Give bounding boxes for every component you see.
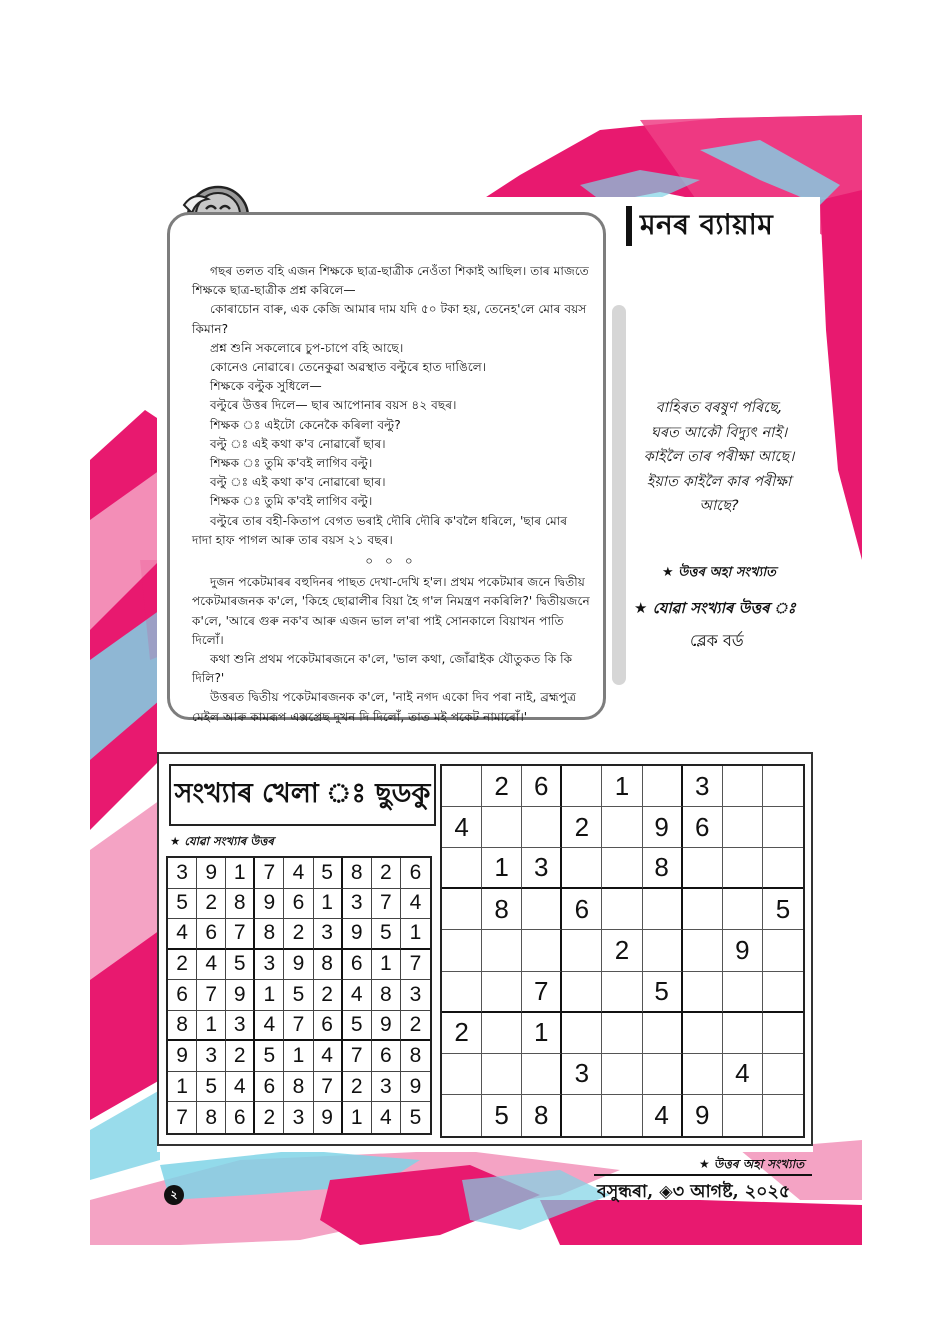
solution-cell: 2 <box>372 858 401 889</box>
sudoku-cell[interactable] <box>602 1054 642 1095</box>
solution-cell: 2 <box>197 889 226 920</box>
sudoku-cell[interactable] <box>763 1013 803 1054</box>
sudoku-cell[interactable] <box>562 848 602 889</box>
sudoku-cell[interactable] <box>562 1013 602 1054</box>
solution-cell: 5 <box>197 1072 226 1103</box>
sudoku-cell[interactable]: 4 <box>643 1095 683 1136</box>
sudoku-cell[interactable]: 8 <box>522 1095 562 1136</box>
sudoku-cell[interactable] <box>602 848 642 889</box>
solution-cell: 2 <box>284 919 313 950</box>
joke-paragraph: কোৰাচোন বাৰু, এক কেজি আমাৰ দাম যদি ৫০ টকা হয়, তেনেহ'লে মোৰ বয়স কিমান? <box>192 302 587 336</box>
sudoku-cell[interactable]: 3 <box>522 848 562 889</box>
solution-cell: 7 <box>255 858 284 889</box>
joke-paragraph: দুজন পকেটমাৰৰ বহুদিনৰ পাছত দেখা-দেখি হ'ল। প্ৰথম পকেটমাৰ জনে দ্বিতীয় পকেটমাৰজনক ক'লে, 'কিহে ছোৱালীৰ বিয়া হৈ গ'ল নিমন্ত্ৰণ নকৰিলি?' দ্বিতীয়জনে ক'লে, 'আৰে গুৰু নক'ব আৰু এজন ভাল ল'ৰা পাই সোনকালে বিয়াখন পাতি দিলোঁ। <box>192 575 590 647</box>
sudoku-cell[interactable] <box>442 766 482 807</box>
sudoku-cell[interactable]: 3 <box>562 1054 602 1095</box>
sudoku-cell[interactable]: 1 <box>522 1013 562 1054</box>
solution-cell: 2 <box>168 950 197 981</box>
previous-answer-label: ★ যোৱা সংখ্যাৰ উত্তৰ ঃ <box>634 599 796 617</box>
solution-cell: 6 <box>226 1102 255 1133</box>
sudoku-cell[interactable] <box>763 972 803 1013</box>
sudoku-cell[interactable]: 1 <box>602 766 642 807</box>
joke-separator: ০ ০ ০ <box>365 554 417 569</box>
sudoku-cell[interactable] <box>602 972 642 1013</box>
solution-cell: 2 <box>255 1102 284 1133</box>
sudoku-cell[interactable] <box>643 889 683 930</box>
sudoku-cell[interactable] <box>442 930 482 971</box>
solution-cell: 1 <box>343 1102 372 1133</box>
sudoku-cell[interactable]: 9 <box>683 1095 723 1136</box>
solution-cell: 8 <box>372 980 401 1011</box>
sudoku-cell[interactable] <box>602 1095 642 1136</box>
solution-cell: 7 <box>226 919 255 950</box>
puzzle-title: সংখ্যাৰ খেলা ঃ ছুডকু <box>169 764 436 826</box>
solution-cell: 9 <box>255 889 284 920</box>
side-divider-bar <box>612 305 626 685</box>
joke-paragraph: প্ৰশ্ন শুনি সকলোৰে চুপ-চাপে বহি আছে। <box>210 340 404 355</box>
sudoku-cell[interactable] <box>602 807 642 848</box>
solution-cell: 9 <box>226 980 255 1011</box>
solution-cell: 1 <box>284 1041 313 1072</box>
solution-cell: 6 <box>284 889 313 920</box>
sudoku-cell[interactable] <box>683 930 723 971</box>
solution-cell: 5 <box>372 919 401 950</box>
joke-text <box>192 262 590 727</box>
sudoku-cell[interactable]: 9 <box>723 930 763 971</box>
sudoku-cell[interactable]: 4 <box>442 807 482 848</box>
sudoku-cell[interactable] <box>442 1095 482 1136</box>
riddle-line: ইয়াত কাইলৈ কাৰ পৰীক্ষা <box>646 473 792 490</box>
puzzle-answer-note: ★ উত্তৰ অহা সংখ্যাত <box>699 1157 805 1171</box>
sudoku-cell[interactable]: 2 <box>562 807 602 848</box>
page-number: ২ <box>164 1185 184 1205</box>
solution-cell: 3 <box>168 858 197 889</box>
solution-cell: 3 <box>226 1011 255 1042</box>
solution-cell: 3 <box>343 889 372 920</box>
riddle-line: কাইলৈ তাৰ পৰীক্ষা আছে। <box>643 449 795 465</box>
solution-cell: 4 <box>226 1072 255 1103</box>
solution-cell: 9 <box>168 1041 197 1072</box>
previous-answer: ব্লেক বৰ্ড <box>690 631 744 650</box>
sudoku-cell[interactable] <box>442 889 482 930</box>
solution-cell: 8 <box>284 1072 313 1103</box>
sudoku-cell[interactable]: 5 <box>482 1095 522 1136</box>
solution-cell: 4 <box>401 889 430 920</box>
riddle-answer-note: ★ উত্তৰ অহা সংখ্যাত <box>662 565 776 580</box>
solution-cell: 8 <box>343 858 372 889</box>
riddle-line: বাহিৰত বৰষুণ পৰিছে, <box>655 400 783 416</box>
sudoku-cell[interactable] <box>562 972 602 1013</box>
solution-cell: 5 <box>409 1105 422 1129</box>
sudoku-cell[interactable]: 6 <box>683 807 723 848</box>
sudoku-cell[interactable] <box>442 1054 482 1095</box>
joke-paragraph: গছৰ তলত বহি এজন শিক্ষকে ছাত্ৰ-ছাত্ৰীক নেওঁতা শিকাই আছিল। তাৰ মাজতে শিক্ষকে ছাত্ৰ-ছাত্ৰীক প্ৰশ্ন কৰিলে— <box>192 264 589 298</box>
publication-line: বসুন্ধৰা, ◈৩ আগষ্ট, ২০২৫ <box>597 1182 791 1202</box>
solution-cell: 8 <box>197 1102 226 1133</box>
joke-paragraph: কোনেও নোৱাৰে। তেনেকুৱা অৱস্থাত বল্টুৰে হাত দাঙিলে। <box>210 360 487 375</box>
solution-cell: 2 <box>314 980 343 1011</box>
sudoku-cell[interactable] <box>482 1054 522 1095</box>
sudoku-cell[interactable] <box>723 848 763 889</box>
sudoku-cell[interactable] <box>482 807 522 848</box>
sudoku-cell[interactable] <box>723 766 763 807</box>
sudoku-cell[interactable] <box>643 1054 683 1095</box>
joke-paragraph: শিক্ষক ঃ এইটো কেনেকৈ কৰিলা বল্টু? <box>210 417 401 432</box>
riddle-line: আছে? <box>699 498 739 514</box>
sudoku-cell[interactable] <box>442 972 482 1013</box>
sudoku-cell[interactable] <box>643 1013 683 1054</box>
sudoku-cell[interactable] <box>562 930 602 971</box>
sudoku-cell[interactable] <box>482 1013 522 1054</box>
sudoku-cell[interactable]: 7 <box>522 972 562 1013</box>
sudoku-cell[interactable]: 4 <box>723 1054 763 1095</box>
sudoku-cell[interactable]: 5 <box>643 972 683 1013</box>
solution-cell: 8 <box>255 919 284 950</box>
solution-cell: 6 <box>168 980 197 1011</box>
solution-cell: 7 <box>284 1011 313 1042</box>
solution-cell: 3 <box>284 1102 313 1133</box>
sudoku-cell[interactable]: 8 <box>482 889 522 930</box>
sudoku-cell[interactable] <box>763 807 803 848</box>
solution-cell: 2 <box>343 1072 372 1103</box>
sudoku-cell[interactable] <box>562 766 602 807</box>
sudoku-cell[interactable] <box>442 848 482 889</box>
solution-cell: 5 <box>284 980 313 1011</box>
sudoku-cell[interactable]: 6 <box>562 889 602 930</box>
solution-cell: 1 <box>197 1011 226 1042</box>
sudoku-cell[interactable] <box>683 1013 723 1054</box>
sudoku-cell[interactable] <box>763 1054 803 1095</box>
sudoku-cell[interactable] <box>723 807 763 848</box>
sudoku-cell[interactable] <box>723 972 763 1013</box>
riddle-line: ঘৰত আকৌ বিদ্যুৎ নাই। <box>650 424 788 441</box>
solution-cell: 8 <box>168 1011 197 1042</box>
solution-cell: 5 <box>168 889 197 920</box>
joke-paragraph: শিক্ষক ঃ তুমি ক'বই লাগিব বল্টু। <box>210 494 373 509</box>
solution-cell: 7 <box>314 1072 343 1103</box>
sudoku-cell[interactable] <box>683 848 723 889</box>
sudoku-cell[interactable] <box>763 1095 803 1136</box>
sudoku-cell[interactable] <box>562 1095 602 1136</box>
sudoku-cell[interactable] <box>683 889 723 930</box>
solution-cell: 9 <box>372 1011 401 1042</box>
solution-cell: 6 <box>401 858 430 889</box>
solution-cell: 7 <box>343 1041 372 1072</box>
sudoku-cell[interactable] <box>643 766 683 807</box>
solution-cell: 7 <box>401 950 430 981</box>
solution-cell: 3 <box>255 950 284 981</box>
sudoku-cell[interactable] <box>602 889 642 930</box>
solution-cell: 4 <box>372 1102 401 1133</box>
solution-cell: 9 <box>284 950 313 981</box>
sudoku-cell[interactable] <box>643 930 683 971</box>
solution-cell: 2 <box>226 1041 255 1072</box>
solution-cell: 6 <box>343 950 372 981</box>
sudoku-cell[interactable]: 2 <box>482 766 522 807</box>
solution-cell: 1 <box>168 1072 197 1103</box>
sudoku-cell[interactable] <box>482 972 522 1013</box>
solution-cell: 3 <box>197 1041 226 1072</box>
sudoku-cell[interactable] <box>723 1013 763 1054</box>
solution-cell: 8 <box>314 950 343 981</box>
solution-cell: 8 <box>226 889 255 920</box>
solution-cell: 4 <box>255 1011 284 1042</box>
solution-cell: 8 <box>401 1041 430 1072</box>
solution-cell: 1 <box>255 980 284 1011</box>
sudoku-cell[interactable]: 6 <box>522 766 562 807</box>
sudoku-cell[interactable] <box>602 1013 642 1054</box>
joke-paragraph: শিক্ষকে বল্টুক সুধিলে— <box>210 379 322 394</box>
solution-cell: 9 <box>314 1102 343 1133</box>
solution-cell: 4 <box>168 919 197 950</box>
sudoku-cell[interactable]: 8 <box>643 848 683 889</box>
sudoku-cell[interactable] <box>763 766 803 807</box>
title-accent-bar <box>626 206 632 246</box>
solution-cell: 6 <box>372 1041 401 1072</box>
joke-paragraph: শিক্ষক ঃ তুমি ক'বই লাগিব বল্টু। <box>210 456 373 471</box>
sudoku-cell[interactable]: 1 <box>482 848 522 889</box>
previous-solution-label: ★ যোৱা সংখ্যাৰ উত্তৰ <box>170 834 274 848</box>
joke-paragraph: বল্টু ঃ এই কথা ক'ব নোৱাৰোঁ ছাৰ। <box>210 436 386 451</box>
sudoku-cell[interactable]: 3 <box>683 766 723 807</box>
solution-cell: 6 <box>314 1011 343 1042</box>
sudoku-cell[interactable] <box>482 930 522 971</box>
solution-cell: 5 <box>255 1041 284 1072</box>
sudoku-puzzle-grid <box>440 764 805 1138</box>
page-title-block <box>626 205 773 247</box>
joke-paragraph: উত্তৰত দ্বিতীয় পকেটমাৰজনক ক'লে, 'নাই নগদ একো দিব পৰা নাই, ব্ৰহ্মপুত্ৰ মেইল আৰু কামৰূপ এক্সপ্ৰেছ দুখন দি দিলোঁ, তাত মই পকেট নামাৰোঁ।' <box>192 690 577 724</box>
solution-cell: 1 <box>401 919 430 950</box>
solution-cell: 7 <box>372 889 401 920</box>
sudoku-cell[interactable] <box>522 889 562 930</box>
solution-cell: 4 <box>197 950 226 981</box>
sudoku-cell[interactable] <box>522 1054 562 1095</box>
solution-cell: 1 <box>372 950 401 981</box>
solution-cell: 7 <box>168 1102 197 1133</box>
sudoku-cell[interactable] <box>522 807 562 848</box>
sudoku-cell[interactable] <box>683 1054 723 1095</box>
footer-rule <box>594 1174 812 1176</box>
sudoku-cell[interactable] <box>763 930 803 971</box>
solution-cell: 5 <box>314 858 343 889</box>
solution-cell: 7 <box>197 980 226 1011</box>
solution-cell: 9 <box>197 858 226 889</box>
solution-cell: 1 <box>226 858 255 889</box>
solution-cell: 3 <box>401 980 430 1011</box>
solution-cell: 2 <box>401 1011 430 1042</box>
joke-paragraph: বল্টুৰে তাৰ বহী-কিতাপ বেগত ভৰাই দৌৰি দৌৰি ক'বলৈ ধৰিলে, 'ছাৰ মোৰ দাদা হাফ পাগল আৰু তাৰ বয়স ২১ বছৰ। <box>192 513 568 547</box>
sudoku-cell[interactable]: 2 <box>442 1013 482 1054</box>
sudoku-cell[interactable]: 5 <box>763 889 803 930</box>
solution-cell: 4 <box>284 858 313 889</box>
riddle-text <box>626 396 812 519</box>
sudoku-cell[interactable] <box>683 972 723 1013</box>
page-title: মনৰ ব্যায়াম <box>640 207 774 241</box>
solution-cell: 9 <box>343 919 372 950</box>
sudoku-cell[interactable] <box>723 1095 763 1136</box>
solution-cell: 3 <box>314 919 343 950</box>
solution-cell: 5 <box>226 950 255 981</box>
sudoku-cell[interactable]: 9 <box>643 807 683 848</box>
sudoku-cell[interactable]: 2 <box>602 930 642 971</box>
joke-paragraph: বল্টুৰে উত্তৰ দিলে— ছাৰ আপোনাৰ বয়স ৪২ বছৰ। <box>210 398 457 413</box>
previous-solution-grid <box>166 856 432 1135</box>
solution-cell: 1 <box>314 889 343 920</box>
solution-cell: 4 <box>343 980 372 1011</box>
joke-paragraph: বল্টু ঃ এই কথা ক'ব নোৱাৰো ছাৰ। <box>210 475 386 490</box>
solution-cell: 5 <box>343 1011 372 1042</box>
sudoku-cell[interactable] <box>763 848 803 889</box>
sudoku-cell[interactable] <box>522 930 562 971</box>
solution-cell: 4 <box>314 1041 343 1072</box>
solution-cell: 3 <box>372 1072 401 1103</box>
solution-cell: 6 <box>197 919 226 950</box>
solution-cell: 6 <box>255 1072 284 1103</box>
solution-cell: 9 <box>401 1072 430 1103</box>
sudoku-cell[interactable] <box>723 889 763 930</box>
joke-paragraph: কথা শুনি প্ৰথম পকেটমাৰজনে ক'লে, 'ভাল কথা, জোঁৱাইক যৌতুকত কি কি দিলি?' <box>192 652 573 686</box>
